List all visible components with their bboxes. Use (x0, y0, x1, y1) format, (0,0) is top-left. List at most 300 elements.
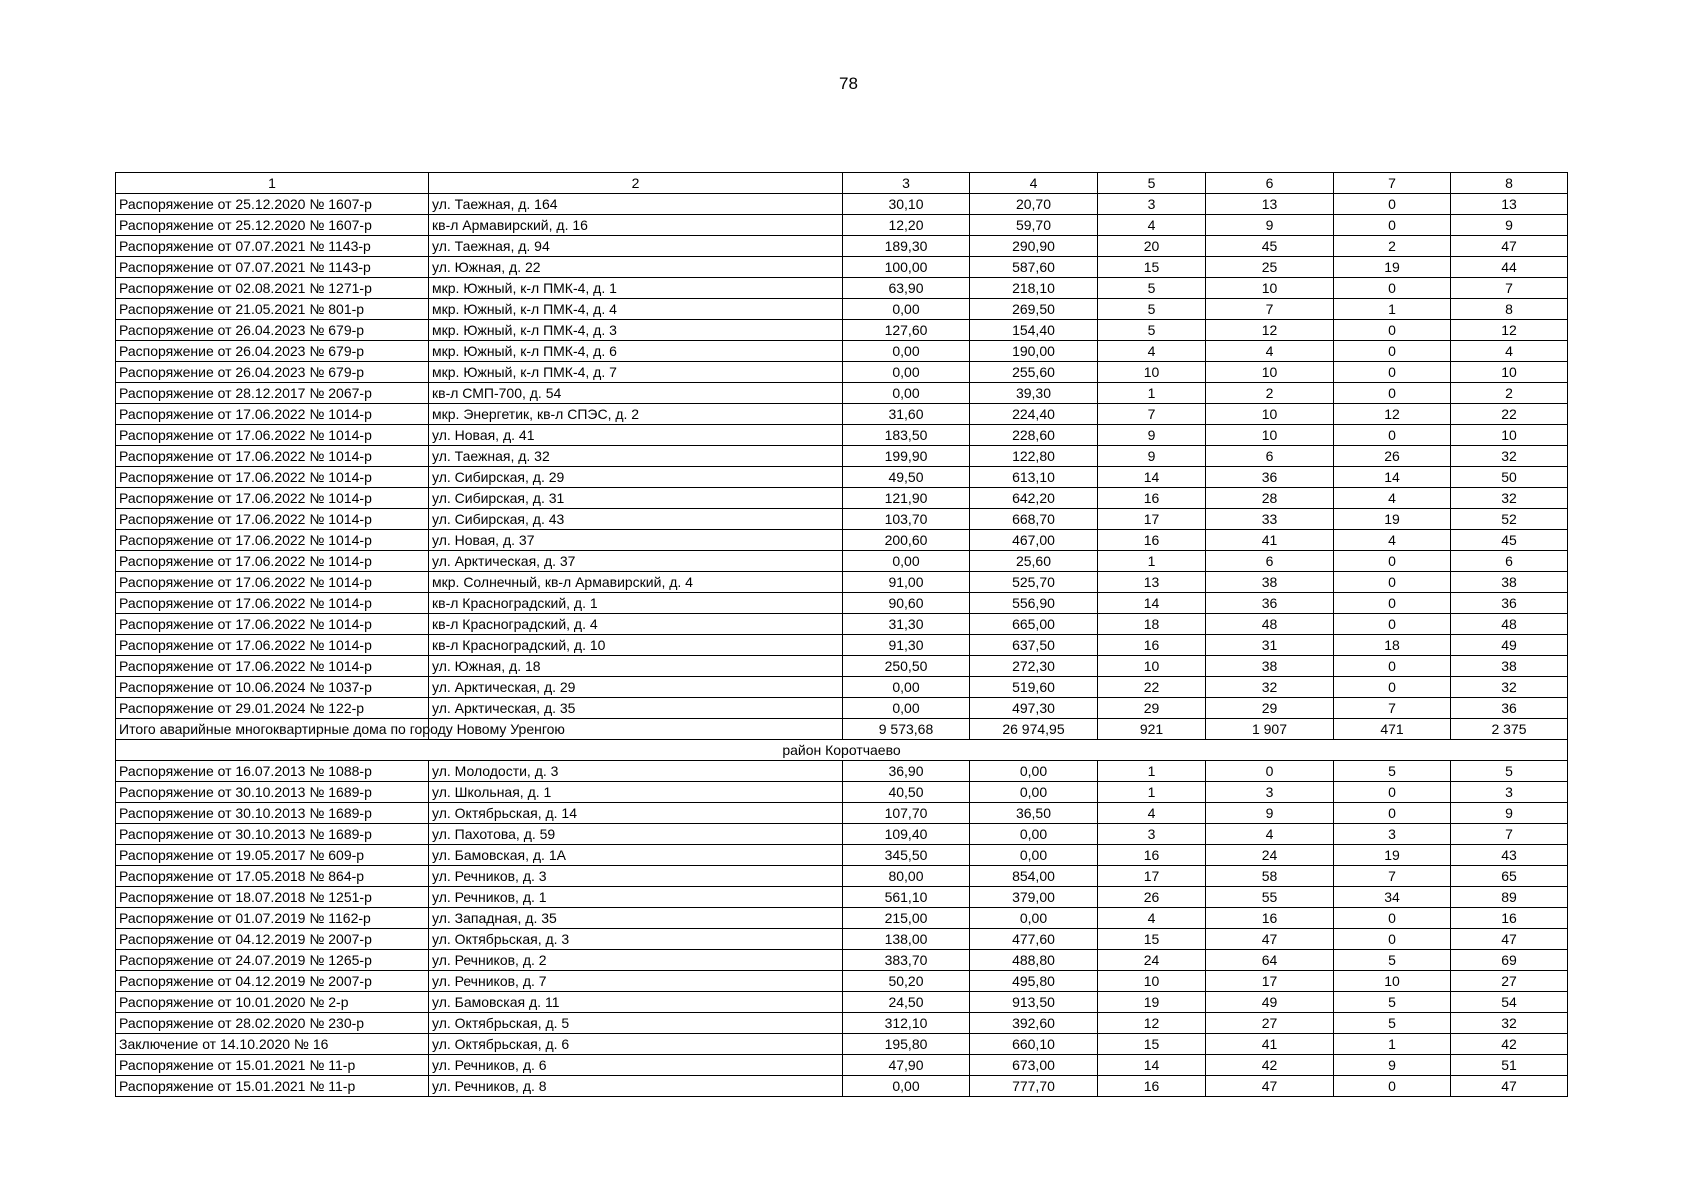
table-row (116, 425, 1568, 446)
value-cell: 20 (1098, 236, 1206, 257)
value-cell: 27 (1206, 1013, 1334, 1034)
value-cell: 5 (1098, 320, 1206, 341)
table-row (116, 761, 1568, 782)
value-cell: 107,70 (843, 803, 970, 824)
address-cell: мкр. Южный, к-л ПМК-4, д. 7 (429, 362, 843, 383)
value-cell: 0,00 (843, 341, 970, 362)
address-cell: ул. Октябрьская, д. 3 (429, 929, 843, 950)
value-cell: 561,10 (843, 887, 970, 908)
value-cell: 16 (1098, 635, 1206, 656)
value-cell: 5 (1098, 278, 1206, 299)
value-cell: 4 (1451, 341, 1568, 362)
value-cell: 63,90 (843, 278, 970, 299)
document-cell: Распоряжение от 17.06.2022 № 1014-р (116, 656, 429, 677)
value-cell: 1 (1098, 383, 1206, 404)
value-cell: 0 (1334, 383, 1451, 404)
table-row (116, 656, 1568, 677)
total-value-cell: 921 (1098, 719, 1206, 740)
table-row (116, 446, 1568, 467)
value-cell: 36 (1206, 593, 1334, 614)
table-row (116, 530, 1568, 551)
document-cell: Распоряжение от 07.07.2021 № 1143-р (116, 236, 429, 257)
table-row (116, 1034, 1568, 1055)
value-cell: 4 (1098, 341, 1206, 362)
value-cell: 121,90 (843, 488, 970, 509)
table-body (116, 173, 1568, 1097)
value-cell: 199,90 (843, 446, 970, 467)
total-value-cell: 1 907 (1206, 719, 1334, 740)
address-cell: кв-л Красноградский, д. 10 (429, 635, 843, 656)
value-cell: 43 (1451, 845, 1568, 866)
value-cell: 10 (1451, 425, 1568, 446)
value-cell: 54 (1451, 992, 1568, 1013)
value-cell: 0 (1334, 782, 1451, 803)
value-cell: 467,00 (970, 530, 1098, 551)
value-cell: 47 (1451, 236, 1568, 257)
document-cell: Распоряжение от 17.06.2022 № 1014-р (116, 467, 429, 488)
value-cell: 47,90 (843, 1055, 970, 1076)
value-cell: 3 (1098, 194, 1206, 215)
emergency-housing-table (115, 172, 1568, 1097)
section-row (116, 740, 1568, 761)
value-cell: 13 (1098, 572, 1206, 593)
value-cell: 3 (1098, 824, 1206, 845)
value-cell: 0 (1334, 614, 1451, 635)
value-cell: 16 (1206, 908, 1334, 929)
value-cell: 50,20 (843, 971, 970, 992)
table-row (116, 551, 1568, 572)
value-cell: 9 (1206, 803, 1334, 824)
value-cell: 642,20 (970, 488, 1098, 509)
table-row (116, 866, 1568, 887)
value-cell: 7 (1334, 698, 1451, 719)
document-cell: Распоряжение от 10.06.2024 № 1037-р (116, 677, 429, 698)
address-cell: ул. Новая, д. 37 (429, 530, 843, 551)
value-cell: 525,70 (970, 572, 1098, 593)
address-cell: ул. Арктическая, д. 35 (429, 698, 843, 719)
value-cell: 31,60 (843, 404, 970, 425)
value-cell: 587,60 (970, 257, 1098, 278)
value-cell: 5 (1451, 761, 1568, 782)
value-cell: 24,50 (843, 992, 970, 1013)
value-cell: 41 (1206, 530, 1334, 551)
value-cell: 10 (1098, 971, 1206, 992)
value-cell: 51 (1451, 1055, 1568, 1076)
value-cell: 15 (1098, 1034, 1206, 1055)
address-cell: ул. Сибирская, д. 29 (429, 467, 843, 488)
document-cell: Распоряжение от 28.02.2020 № 230-р (116, 1013, 429, 1034)
value-cell: 127,60 (843, 320, 970, 341)
value-cell: 379,00 (970, 887, 1098, 908)
value-cell: 14 (1334, 467, 1451, 488)
value-cell: 9 (1098, 425, 1206, 446)
value-cell: 0 (1334, 593, 1451, 614)
value-cell: 5 (1334, 761, 1451, 782)
address-cell: кв-л СМП-700, д. 54 (429, 383, 843, 404)
table-row (116, 1013, 1568, 1034)
table-row (116, 509, 1568, 530)
document-cell: Распоряжение от 26.04.2023 № 679-р (116, 362, 429, 383)
value-cell: 25 (1206, 257, 1334, 278)
value-cell: 9 (1098, 446, 1206, 467)
document-cell: Распоряжение от 25.12.2020 № 1607-р (116, 194, 429, 215)
table-row (116, 971, 1568, 992)
table-row (116, 677, 1568, 698)
value-cell: 7 (1206, 299, 1334, 320)
value-cell: 12,20 (843, 215, 970, 236)
table-row (116, 278, 1568, 299)
value-cell: 383,70 (843, 950, 970, 971)
value-cell: 65 (1451, 866, 1568, 887)
value-cell: 6 (1451, 551, 1568, 572)
document-cell: Распоряжение от 02.08.2021 № 1271-р (116, 278, 429, 299)
value-cell: 0 (1334, 215, 1451, 236)
document-cell: Распоряжение от 15.01.2021 № 11-р (116, 1076, 429, 1097)
value-cell: 16 (1098, 845, 1206, 866)
address-cell: ул. Речников, д. 7 (429, 971, 843, 992)
value-cell: 64 (1206, 950, 1334, 971)
value-cell: 250,50 (843, 656, 970, 677)
value-cell: 5 (1098, 299, 1206, 320)
total-label: Итого аварийные многоквартирные дома по городу Новому Уренгою (116, 719, 429, 740)
column-header: 1 (116, 173, 429, 194)
value-cell: 47 (1206, 929, 1334, 950)
document-cell: Распоряжение от 01.07.2019 № 1162-р (116, 908, 429, 929)
value-cell: 12 (1451, 320, 1568, 341)
table-row (116, 215, 1568, 236)
address-cell: мкр. Энергетик, кв-л СПЭС, д. 2 (429, 404, 843, 425)
address-cell: ул. Молодости, д. 3 (429, 761, 843, 782)
value-cell: 122,80 (970, 446, 1098, 467)
value-cell: 7 (1334, 866, 1451, 887)
document-cell: Заключение от 14.10.2020 № 16 (116, 1034, 429, 1055)
value-cell: 777,70 (970, 1076, 1098, 1097)
value-cell: 0,00 (970, 908, 1098, 929)
value-cell: 4 (1334, 488, 1451, 509)
value-cell: 10 (1334, 971, 1451, 992)
value-cell: 9 (1451, 803, 1568, 824)
value-cell: 3 (1451, 782, 1568, 803)
value-cell: 16 (1451, 908, 1568, 929)
table-row (116, 803, 1568, 824)
value-cell: 5 (1334, 950, 1451, 971)
value-cell: 59,70 (970, 215, 1098, 236)
address-cell: ул. Речников, д. 1 (429, 887, 843, 908)
address-cell: кв-л Красноградский, д. 1 (429, 593, 843, 614)
value-cell: 290,90 (970, 236, 1098, 257)
value-cell: 4 (1098, 215, 1206, 236)
column-header: 6 (1206, 173, 1334, 194)
total-row (116, 719, 1568, 740)
table-row (116, 1076, 1568, 1097)
value-cell: 6 (1206, 551, 1334, 572)
value-cell: 40,50 (843, 782, 970, 803)
value-cell: 91,00 (843, 572, 970, 593)
table-row (116, 341, 1568, 362)
document-cell: Распоряжение от 24.07.2019 № 1265-р (116, 950, 429, 971)
value-cell: 913,50 (970, 992, 1098, 1013)
value-cell: 55 (1206, 887, 1334, 908)
value-cell: 47 (1206, 1076, 1334, 1097)
value-cell: 668,70 (970, 509, 1098, 530)
total-value-cell: 9 573,68 (843, 719, 970, 740)
value-cell: 22 (1098, 677, 1206, 698)
value-cell: 0,00 (843, 698, 970, 719)
value-cell: 660,10 (970, 1034, 1098, 1055)
value-cell: 16 (1098, 530, 1206, 551)
value-cell: 613,10 (970, 467, 1098, 488)
value-cell: 183,50 (843, 425, 970, 446)
value-cell: 31,30 (843, 614, 970, 635)
document-cell: Распоряжение от 10.01.2020 № 2-р (116, 992, 429, 1013)
value-cell: 15 (1098, 929, 1206, 950)
value-cell: 18 (1334, 635, 1451, 656)
value-cell: 0 (1334, 278, 1451, 299)
value-cell: 312,10 (843, 1013, 970, 1034)
document-cell: Распоряжение от 30.10.2013 № 1689-р (116, 803, 429, 824)
column-header: 7 (1334, 173, 1451, 194)
value-cell: 14 (1098, 1055, 1206, 1076)
table-row (116, 362, 1568, 383)
value-cell: 20,70 (970, 194, 1098, 215)
column-header: 4 (970, 173, 1098, 194)
value-cell: 224,40 (970, 404, 1098, 425)
value-cell: 7 (1451, 278, 1568, 299)
value-cell: 32 (1451, 677, 1568, 698)
value-cell: 4 (1098, 803, 1206, 824)
value-cell: 15 (1098, 257, 1206, 278)
value-cell: 69 (1451, 950, 1568, 971)
document-cell: Распоряжение от 17.06.2022 № 1014-р (116, 488, 429, 509)
value-cell: 10 (1206, 425, 1334, 446)
address-cell: мкр. Южный, к-л ПМК-4, д. 6 (429, 341, 843, 362)
value-cell: 190,00 (970, 341, 1098, 362)
value-cell: 0 (1334, 320, 1451, 341)
value-cell: 5 (1334, 992, 1451, 1013)
table-row (116, 950, 1568, 971)
value-cell: 50 (1451, 467, 1568, 488)
address-cell: ул. Таежная, д. 94 (429, 236, 843, 257)
value-cell: 19 (1334, 257, 1451, 278)
value-cell: 19 (1334, 509, 1451, 530)
value-cell: 27 (1451, 971, 1568, 992)
value-cell: 48 (1206, 614, 1334, 635)
document-cell: Распоряжение от 29.01.2024 № 122-р (116, 698, 429, 719)
table-row (116, 593, 1568, 614)
value-cell: 29 (1098, 698, 1206, 719)
document-cell: Распоряжение от 17.05.2018 № 864-р (116, 866, 429, 887)
value-cell: 24 (1206, 845, 1334, 866)
document-cell: Распоряжение от 26.04.2023 № 679-р (116, 320, 429, 341)
value-cell: 1 (1098, 782, 1206, 803)
value-cell: 10 (1206, 362, 1334, 383)
value-cell: 100,00 (843, 257, 970, 278)
value-cell: 49,50 (843, 467, 970, 488)
value-cell: 345,50 (843, 845, 970, 866)
table-row (116, 383, 1568, 404)
document-cell: Распоряжение от 28.12.2017 № 2067-р (116, 383, 429, 404)
value-cell: 495,80 (970, 971, 1098, 992)
value-cell: 16 (1098, 488, 1206, 509)
value-cell: 36 (1451, 593, 1568, 614)
address-cell: кв-л Красноградский, д. 4 (429, 614, 843, 635)
value-cell: 9 (1334, 1055, 1451, 1076)
value-cell: 26 (1098, 887, 1206, 908)
value-cell: 4 (1206, 341, 1334, 362)
column-header: 5 (1098, 173, 1206, 194)
value-cell: 0,00 (843, 677, 970, 698)
section-title: район Коротчаево (116, 740, 1568, 761)
address-cell: ул. Речников, д. 2 (429, 950, 843, 971)
value-cell: 218,10 (970, 278, 1098, 299)
value-cell: 91,30 (843, 635, 970, 656)
value-cell: 0 (1334, 572, 1451, 593)
table-row (116, 467, 1568, 488)
value-cell: 36,50 (970, 803, 1098, 824)
value-cell: 0 (1334, 929, 1451, 950)
value-cell: 2 (1206, 383, 1334, 404)
table-row (116, 194, 1568, 215)
column-header: 8 (1451, 173, 1568, 194)
value-cell: 10 (1098, 656, 1206, 677)
table-row (116, 1055, 1568, 1076)
address-cell: ул. Сибирская, д. 31 (429, 488, 843, 509)
address-cell: ул. Южная, д. 18 (429, 656, 843, 677)
value-cell: 49 (1206, 992, 1334, 1013)
table-row (116, 845, 1568, 866)
document-cell: Распоряжение от 17.06.2022 № 1014-р (116, 614, 429, 635)
address-cell: ул. Новая, д. 41 (429, 425, 843, 446)
value-cell: 41 (1206, 1034, 1334, 1055)
value-cell: 109,40 (843, 824, 970, 845)
address-cell: мкр. Южный, к-л ПМК-4, д. 4 (429, 299, 843, 320)
document-cell: Распоряжение от 26.04.2023 № 679-р (116, 341, 429, 362)
value-cell: 10 (1206, 404, 1334, 425)
address-cell: ул. Октябрьская, д. 14 (429, 803, 843, 824)
value-cell: 215,00 (843, 908, 970, 929)
document-cell: Распоряжение от 17.06.2022 № 1014-р (116, 425, 429, 446)
table-row (116, 572, 1568, 593)
value-cell: 12 (1206, 320, 1334, 341)
table-row (116, 488, 1568, 509)
table-row (116, 929, 1568, 950)
value-cell: 42 (1206, 1055, 1334, 1076)
document-cell: Распоряжение от 17.06.2022 № 1014-р (116, 446, 429, 467)
value-cell: 17 (1098, 866, 1206, 887)
page-number: 78 (839, 74, 858, 93)
document-cell: Распоряжение от 04.12.2019 № 2007-р (116, 929, 429, 950)
value-cell: 89 (1451, 887, 1568, 908)
address-cell: ул. Пахотова, д. 59 (429, 824, 843, 845)
value-cell: 228,60 (970, 425, 1098, 446)
address-cell: ул. Арктическая, д. 29 (429, 677, 843, 698)
value-cell: 8 (1451, 299, 1568, 320)
value-cell: 2 (1451, 383, 1568, 404)
address-cell: ул. Речников, д. 3 (429, 866, 843, 887)
value-cell: 45 (1206, 236, 1334, 257)
value-cell: 30,10 (843, 194, 970, 215)
value-cell: 519,60 (970, 677, 1098, 698)
total-value-cell: 471 (1334, 719, 1451, 740)
address-cell: ул. Речников, д. 8 (429, 1076, 843, 1097)
document-cell: Распоряжение от 17.06.2022 № 1014-р (116, 551, 429, 572)
value-cell: 10 (1451, 362, 1568, 383)
value-cell: 10 (1206, 278, 1334, 299)
value-cell: 13 (1206, 194, 1334, 215)
value-cell: 3 (1206, 782, 1334, 803)
document-cell: Распоряжение от 30.10.2013 № 1689-р (116, 824, 429, 845)
value-cell: 32 (1451, 446, 1568, 467)
value-cell: 36,90 (843, 761, 970, 782)
value-cell: 269,50 (970, 299, 1098, 320)
column-header: 3 (843, 173, 970, 194)
value-cell: 556,90 (970, 593, 1098, 614)
value-cell: 52 (1451, 509, 1568, 530)
table-row (116, 824, 1568, 845)
value-cell: 1 (1334, 299, 1451, 320)
address-cell: мкр. Южный, к-л ПМК-4, д. 1 (429, 278, 843, 299)
value-cell: 154,40 (970, 320, 1098, 341)
table-row (116, 299, 1568, 320)
table-row (116, 236, 1568, 257)
value-cell: 42 (1451, 1034, 1568, 1055)
value-cell: 2 (1334, 236, 1451, 257)
address-cell: мкр. Южный, к-л ПМК-4, д. 3 (429, 320, 843, 341)
address-cell: ул. Южная, д. 22 (429, 257, 843, 278)
value-cell: 58 (1206, 866, 1334, 887)
value-cell: 13 (1451, 194, 1568, 215)
document-cell: Распоряжение от 17.06.2022 № 1014-р (116, 509, 429, 530)
address-cell: ул. Бамовская, д. 1А (429, 845, 843, 866)
value-cell: 0,00 (843, 1076, 970, 1097)
value-cell: 12 (1098, 1013, 1206, 1034)
value-cell: 7 (1098, 404, 1206, 425)
address-cell: ул. Октябрьская, д. 6 (429, 1034, 843, 1055)
document-cell: Распоряжение от 07.07.2021 № 1143-р (116, 257, 429, 278)
table-row (116, 908, 1568, 929)
value-cell: 38 (1451, 572, 1568, 593)
address-cell: ул. Арктическая, д. 37 (429, 551, 843, 572)
document-cell: Распоряжение от 15.01.2021 № 11-р (116, 1055, 429, 1076)
document-cell: Распоряжение от 18.07.2018 № 1251-р (116, 887, 429, 908)
value-cell: 0 (1334, 551, 1451, 572)
value-cell: 14 (1098, 593, 1206, 614)
document-cell: Распоряжение от 21.05.2021 № 801-р (116, 299, 429, 320)
value-cell: 0 (1334, 425, 1451, 446)
value-cell: 854,00 (970, 866, 1098, 887)
value-cell: 45 (1451, 530, 1568, 551)
value-cell: 34 (1334, 887, 1451, 908)
value-cell: 48 (1451, 614, 1568, 635)
value-cell: 12 (1334, 404, 1451, 425)
address-cell: ул. Сибирская, д. 43 (429, 509, 843, 530)
document-cell: Распоряжение от 17.06.2022 № 1014-р (116, 530, 429, 551)
value-cell: 0,00 (970, 782, 1098, 803)
address-cell: ул. Таежная, д. 164 (429, 194, 843, 215)
value-cell: 4 (1206, 824, 1334, 845)
value-cell: 665,00 (970, 614, 1098, 635)
table-row (116, 635, 1568, 656)
table-row (116, 782, 1568, 803)
document-cell: Распоряжение от 16.07.2013 № 1088-р (116, 761, 429, 782)
table-row (116, 887, 1568, 908)
value-cell: 0 (1334, 677, 1451, 698)
value-cell: 195,80 (843, 1034, 970, 1055)
value-cell: 36 (1206, 467, 1334, 488)
table-row (116, 698, 1568, 719)
value-cell: 0,00 (970, 824, 1098, 845)
value-cell: 7 (1451, 824, 1568, 845)
